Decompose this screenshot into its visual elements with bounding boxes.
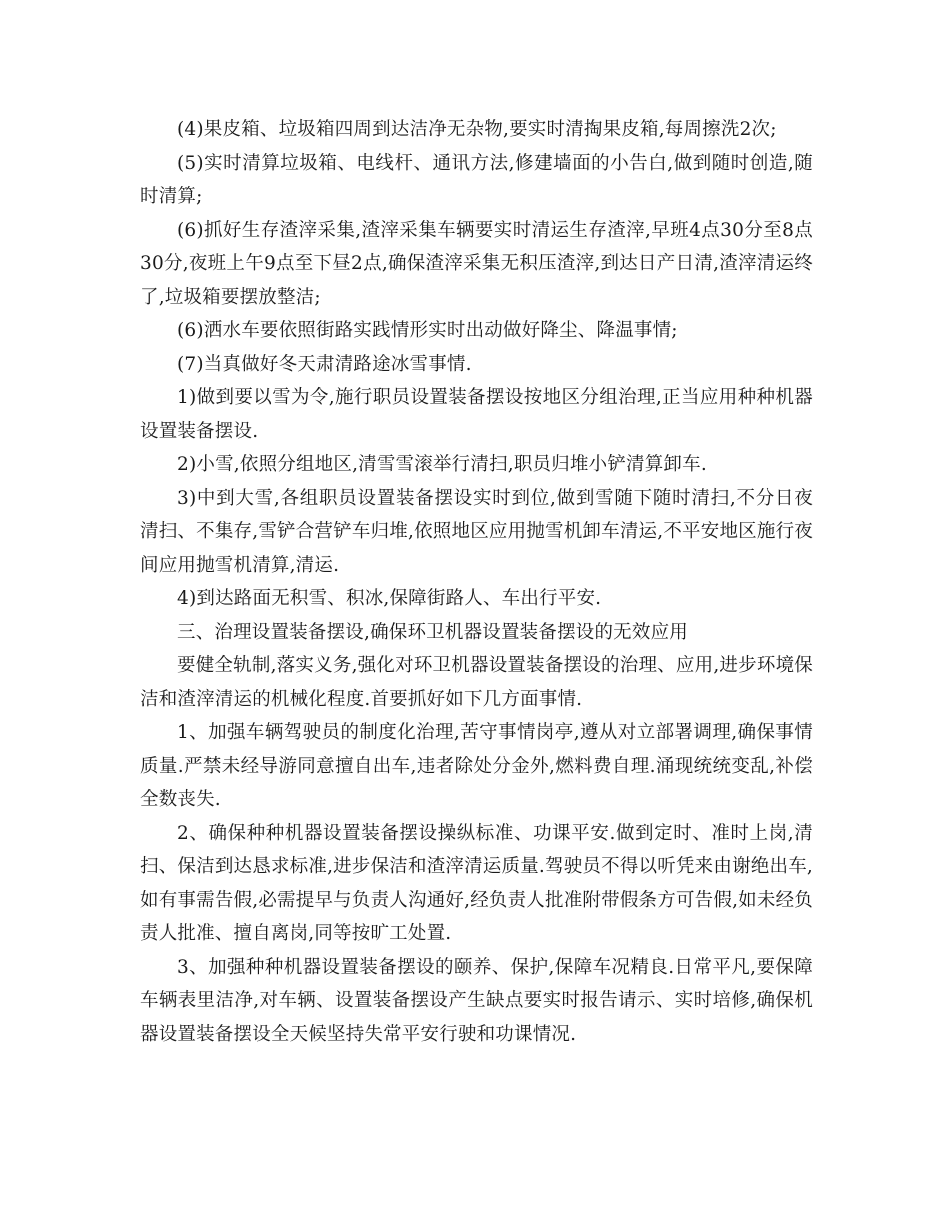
- paragraph-fruit-bins: (4)果皮箱、垃圾箱四周到达洁净无杂物,要实时清掏果皮箱,每周擦洗2次;: [177, 119, 777, 140]
- paragraph-water-truck: (6)洒水车要依照街路实践情形实时出动做好降尘、降温事情;: [177, 320, 678, 341]
- paragraph-garbage-collection: (6)抓好生存渣滓采集,渣滓采集车辆要实时清运生存渣滓,早班4点30分至8点30分,夜班上午9点至下昼2点,确保渣滓采集无积压渣滓,到达日产日清,渣滓清运终了,垃圾箱要摆放整洁;: [140, 219, 813, 308]
- paragraph-equipment-intro: 要健全轨制,落实义务,强化对环卫机器设置装备摆设的治理、应用,进步环境保洁和渣滓清运的机械化程度.首要抓好如下几方面事情.: [140, 655, 813, 710]
- paragraph-operation-standards: 2、确保种种机器设置装备摆设操纵标准、功课平安.做到定时、准时上岗,清扫、保洁到达恳求标准,进步保洁和渣滓清运质量.驾驶员不得以听凭来由谢绝出车,如有事需告假,必需提早与负责人沟通好,经负责人批准附带假条方可告假,如未经负责人批准、擅自离岗,同等按旷工处置.: [140, 822, 813, 944]
- paragraph-clear-ads: (5)实时清算垃圾箱、电线杆、通讯方法,修建墙面的小告白,做到随时创造,随时清算;: [140, 152, 813, 207]
- section-heading-equipment: 三、治理设置装备摆设,确保环卫机器设置装备摆设的无效应用: [177, 621, 688, 643]
- paragraph-snow-order: 1)做到要以雪为令,施行职员设置装备摆设按地区分组治理,正当应用种种机器设置装备摆设.: [140, 387, 813, 442]
- paragraph-winter-snow: (7)当真做好冬天肃清路途冰雪事情.: [177, 353, 472, 375]
- paragraph-road-safety: 4)到达路面无积雪、积冰,保障街路人、车出行平安.: [177, 588, 602, 609]
- paragraph-light-snow: 2)小雪,依照分组地区,清雪雪滚举行清扫,职员归堆小铲清算卸车.: [177, 454, 707, 475]
- document-body: [140, 113, 813, 1051]
- paragraph-maintenance: 3、加强种种机器设置装备摆设的颐养、保护,保障车况精良.日常平凡,要保障车辆表里洁净,对车辆、设置装备摆设产生缺点要实时报告请示、实时培修,确保机器设置装备摆设全天候坚持失常平安行驶和功课情况.: [140, 956, 813, 1045]
- paragraph-heavy-snow: 3)中到大雪,各组职员设置装备摆设实时到位,做到雪随下随时清扫,不分日夜清扫、不集存,雪铲合营铲车归堆,依照地区应用抛雪机卸车清运,不平安地区施行夜间应用抛雪机清算,清运.: [140, 487, 813, 576]
- paragraph-driver-management: 1、加强车辆驾驶员的制度化治理,苦守事情岗亭,遵从对立部署调理,确保事情质量.严禁未经导游同意擅自出车,违者除处分金外,燃料费自理.涌现统统变乱,补偿全数丧失.: [140, 722, 813, 810]
